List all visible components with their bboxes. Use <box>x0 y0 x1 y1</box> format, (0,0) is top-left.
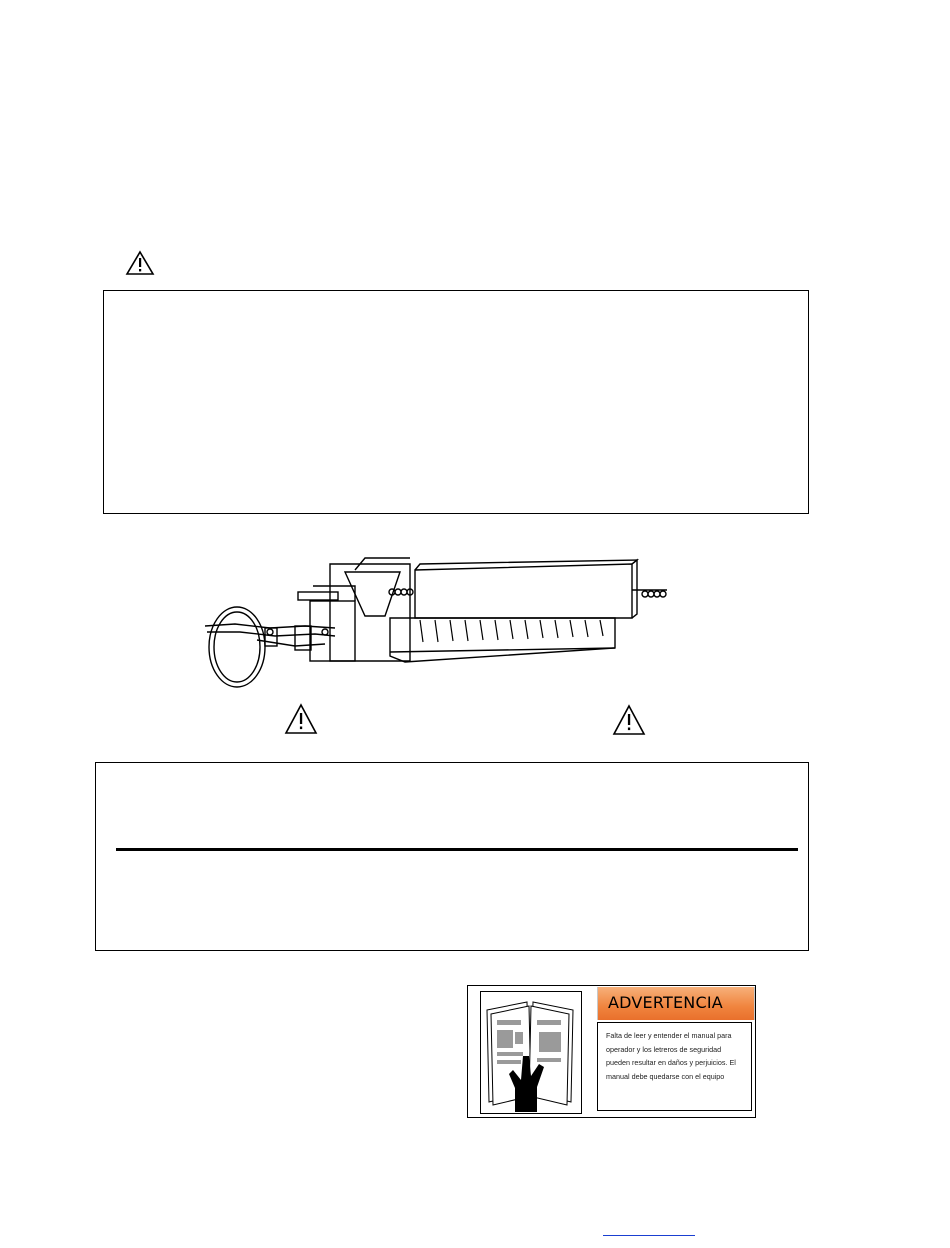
advertencia-decal <box>467 985 756 1118</box>
safety-info-box <box>95 762 809 951</box>
advertencia-message: Falta de leer y entender el manual para operador y los letreros de seguridad pueden resultar en daños y perjuicios. El manual debe quedarse con el equipo <box>606 1031 736 1081</box>
advertencia-title: ADVERTENCIA <box>608 993 723 1012</box>
advertencia-message-box <box>597 1022 752 1111</box>
open-manual-hand-icon <box>480 991 582 1114</box>
advertencia-header <box>597 987 755 1020</box>
divider-line <box>116 848 798 851</box>
footer-link[interactable] <box>603 1235 695 1236</box>
warning-triangle-icon <box>612 704 646 736</box>
warning-triangle-icon <box>284 703 318 735</box>
warning-triangle-icon <box>125 250 155 276</box>
warning-text-box <box>103 290 809 514</box>
spreader-machine-illustration <box>195 556 670 696</box>
